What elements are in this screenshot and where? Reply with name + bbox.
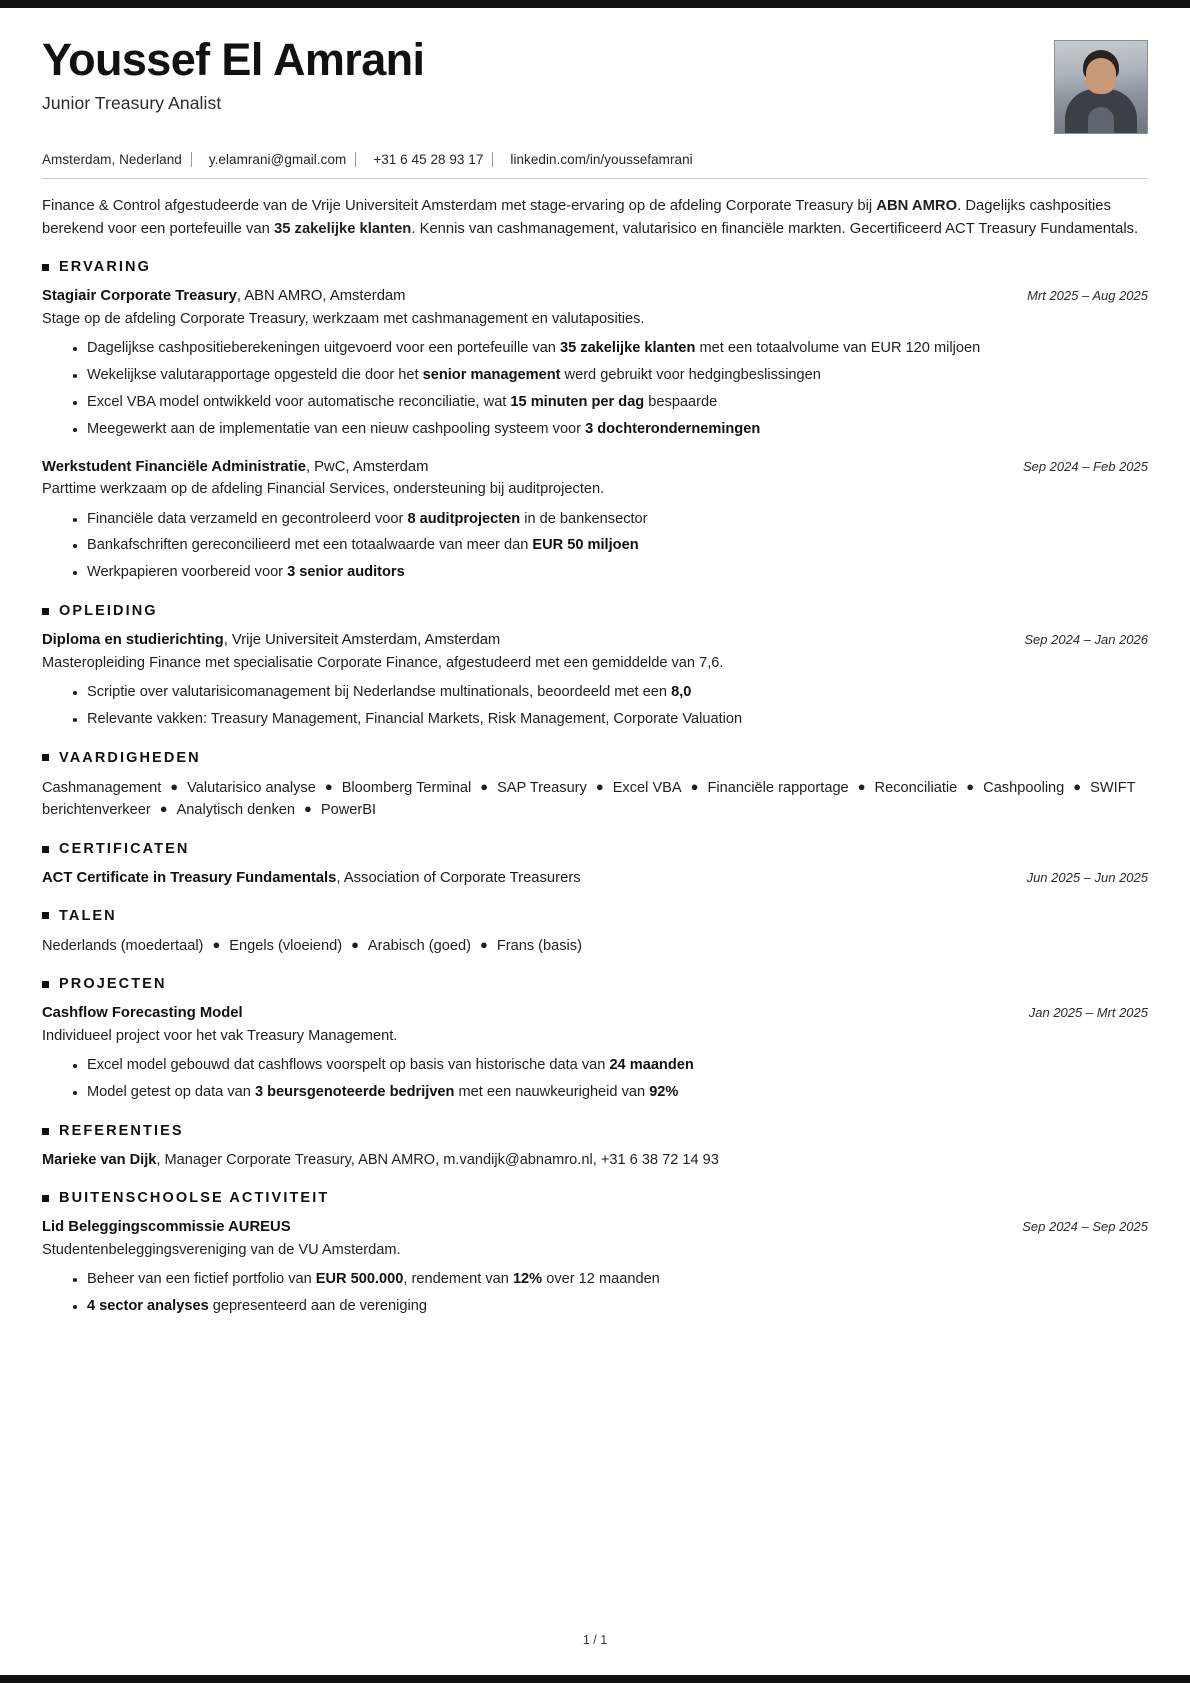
list-item (73, 562, 1148, 584)
section-projecten (42, 976, 1148, 1104)
bullet-text-c: gepresenteerd aan de vereniging (208, 1297, 427, 1314)
separator-dot-icon: ● (966, 778, 975, 794)
list-item (73, 338, 1148, 360)
bullet-highlight: senior management (422, 367, 561, 383)
bullet-text-a: Relevante vakken: Treasury Management, Financial Markets, Risk Management, Corporate Valuation (87, 710, 743, 727)
separator-dot-icon: ● (212, 936, 221, 952)
section-vaardigheden (42, 750, 1148, 822)
entry-role: Werkstudent Financiële Administratie (42, 458, 306, 475)
activity-name: Lid Beleggingscommissie AUREUS (42, 1219, 291, 1236)
bullet-text-c: , rendement van (403, 1271, 513, 1288)
section-heading-certificaten (42, 841, 1148, 857)
bullet-text-a: Dagelijkse cashpositieberekeningen uitgevoerd voor een portefeuille van (87, 340, 560, 357)
entry-title (42, 868, 581, 889)
bullet-highlight: 4 sector analyses (87, 1297, 209, 1314)
separator-dot-icon: ● (159, 801, 168, 817)
section-heading-referenties (42, 1123, 1148, 1139)
bullet-highlight: EUR 50 miljoen (532, 537, 639, 554)
entry-company: , PwC, Amsterdam (305, 458, 429, 475)
reference-details: , Manager Corporate Treasury, ABN AMRO, m.vandijk@abnamro.nl, +31 6 38 72 14 93 (156, 1152, 719, 1169)
section-heading-label: VAARDIGHEDEN (59, 749, 201, 766)
entry-header-row (42, 457, 1148, 478)
entry-date-range: Jun 2025 – Jun 2025 (1026, 870, 1148, 886)
bullet-highlight: 15 minuten per dag (510, 393, 645, 410)
skill-item: SAP Treasury (497, 779, 587, 796)
header-divider (42, 178, 1148, 179)
section-heading-label: ERVARING (59, 259, 151, 276)
avatar-shirt-shape (1088, 107, 1114, 133)
entry-institution: , Vrije Universiteit Amsterdam, Amsterdam (223, 632, 501, 649)
page-indicator: 1 / 1 (582, 1633, 608, 1647)
bullet-highlight: 3 dochterondernemingen (585, 420, 761, 437)
list-item (73, 392, 1148, 414)
certificate-issuer: , Association of Corporate Treasurers (336, 870, 581, 887)
bullet-text-e: over 12 maanden (542, 1271, 660, 1288)
bullet-text-a: Excel VBA model ontwikkeld voor automatische reconciliatie, wat (87, 393, 511, 410)
contact-phone[interactable]: +31 6 45 28 93 17 (373, 152, 484, 167)
bullet-highlight: 35 zakelijke klanten (559, 340, 696, 357)
separator-dot-icon: ● (324, 778, 333, 794)
entry-date-range: Sep 2024 – Feb 2025 (1022, 458, 1148, 474)
language-item: Engels (vloeiend) (229, 937, 343, 954)
section-heading-label: REFERENTIES (59, 1123, 184, 1140)
entry-title (42, 1217, 291, 1238)
bullet-text-a: Werkpapieren voorbereid voor (87, 564, 288, 581)
language-item: Frans (basis) (496, 937, 582, 954)
bullet-text-a: Wekelijkse valutarapportage opgesteld die door het (87, 367, 423, 383)
separator-dot-icon: ● (595, 778, 604, 794)
contact-divider (492, 152, 493, 167)
section-heading-label: PROJECTEN (59, 976, 167, 993)
experience-entry (42, 286, 1148, 440)
entry-bullet-list (42, 509, 1148, 585)
bullet-text-a: Financiële data verzameld en gecontroleerd voor (87, 510, 408, 527)
skill-item: Excel VBA (612, 779, 682, 796)
bullet-text-a: Beheer van een fictief portfolio van (87, 1271, 316, 1288)
skill-item: Valutarisico analyse (187, 779, 316, 796)
contact-location: Amsterdam, Nederland (42, 152, 182, 167)
education-entry (42, 630, 1148, 731)
resume-header (42, 36, 1148, 134)
entry-description: Studentenbeleggingsvereniging van de VU Amsterdam. (42, 1241, 401, 1258)
bullet-text-a: Excel model gebouwd dat cashflows voorspelt op basis van historische data van (87, 1057, 610, 1074)
experience-entry (42, 457, 1148, 585)
certificate-entry (42, 868, 1148, 889)
skill-item: Cashpooling (983, 779, 1065, 796)
bullet-highlight: EUR 500.000 (315, 1271, 404, 1288)
bottom-page-border (0, 1675, 1190, 1683)
profile-summary (42, 195, 1148, 240)
entry-description: Masteropleiding Finance met specialisatie Corporate Finance, afgestudeerd met een gemiddelde van 7,6. (42, 654, 724, 671)
square-bullet-icon (42, 912, 49, 919)
section-talen (42, 908, 1148, 958)
skill-item: Reconciliatie (874, 779, 958, 796)
square-bullet-icon (42, 981, 49, 988)
bullet-text-a: Scriptie over valutarisicomanagement bij Nederlandse multinationals, beoordeeld met een (87, 684, 672, 701)
entry-header-row (42, 1217, 1148, 1238)
separator-dot-icon: ● (479, 936, 488, 952)
bullet-text-c: werd gebruikt voor hedgingbeslissingen (560, 367, 821, 383)
list-item (73, 1269, 1148, 1291)
entry-bullet-list (42, 338, 1148, 441)
separator-dot-icon: ● (480, 778, 489, 794)
summary-text-a: Finance & Control afgestudeerde van de Vrije Universiteit Amsterdam met stage-ervaring op de afdeling Corporate Treasury bij (42, 198, 877, 214)
activity-entry (42, 1217, 1148, 1318)
entry-date-range: Sep 2024 – Sep 2025 (1022, 1219, 1148, 1235)
header-text-block (42, 36, 1054, 114)
skill-item: Financiële rapportage (707, 779, 849, 796)
resume-page (0, 8, 1190, 1675)
bullet-highlight: 3 senior auditors (287, 564, 405, 581)
certificate-name: ACT Certificate in Treasury Fundamentals (42, 870, 337, 887)
entry-header-row (42, 286, 1148, 307)
entry-description: Individueel project voor het vak Treasury Management. (42, 1028, 398, 1045)
section-heading-buitenschoolse (42, 1190, 1148, 1206)
separator-dot-icon: ● (351, 936, 359, 952)
square-bullet-icon (42, 1195, 49, 1202)
section-ervaring (42, 259, 1148, 584)
bullet-highlight-2: 12% (512, 1271, 543, 1288)
entry-date-range: Mrt 2025 – Aug 2025 (1027, 288, 1148, 304)
bullet-highlight: 24 maanden (609, 1057, 694, 1074)
list-item (73, 709, 1148, 731)
page-title: Youssef El Amrani (42, 34, 425, 85)
entry-title (42, 457, 428, 478)
entry-date-range: Jan 2025 – Mrt 2025 (1028, 1005, 1148, 1021)
bullet-highlight: 8 auditprojecten (407, 510, 521, 527)
bullet-text-a: Meegewerkt aan de implementatie van een nieuw cashpooling systeem voor (87, 420, 586, 437)
section-heading-vaardigheden (42, 750, 1148, 766)
entry-bullet-list (42, 1055, 1148, 1104)
summary-text-c: . Dagelijks cashposities berekend voor een portefeuille van (42, 198, 1111, 237)
language-item: Nederlands (moedertaal) (42, 937, 204, 954)
entry-role: Stagiair Corporate Treasury (42, 288, 237, 305)
list-item (73, 419, 1148, 441)
entry-degree: Diploma en studierichting (42, 632, 224, 649)
entry-description: Parttime werkzaam op de afdeling Financial Services, ondersteuning bij auditprojecten. (42, 481, 605, 498)
contact-divider (191, 152, 192, 167)
section-heading-label: BUITENSCHOOLSE ACTIVITEIT (59, 1190, 330, 1207)
separator-dot-icon: ● (304, 801, 312, 817)
section-certificaten (42, 841, 1148, 889)
section-buitenschoolse-activiteit (42, 1190, 1148, 1318)
section-heading-projecten (42, 976, 1148, 992)
bullet-text-a: Model getest op data van (87, 1084, 255, 1101)
bullet-text-c: met een nauwkeurigheid van (454, 1084, 650, 1101)
project-entry (42, 1003, 1148, 1104)
entry-title (42, 630, 500, 651)
list-item (73, 1082, 1148, 1104)
bullet-text-c: met een totaalvolume van EUR 120 miljoen (695, 340, 981, 357)
square-bullet-icon (42, 608, 49, 615)
separator-dot-icon: ● (690, 778, 699, 794)
section-referenties (42, 1123, 1148, 1171)
entry-description: Stage op de afdeling Corporate Treasury, werkzaam met cashmanagement en valutaposities. (42, 310, 645, 327)
section-heading-label: OPLEIDING (59, 603, 158, 620)
contact-linkedin[interactable]: linkedin.com/in/youssefamrani (510, 152, 693, 167)
section-opleiding (42, 603, 1148, 731)
skills-list (42, 777, 1148, 822)
section-heading-opleiding (42, 603, 1148, 619)
bullet-text-a: Bankafschriften gereconcilieerd met een totaalwaarde van meer dan (87, 537, 533, 554)
entry-date-range: Sep 2024 – Jan 2026 (1024, 632, 1148, 648)
project-name: Cashflow Forecasting Model (42, 1005, 243, 1022)
list-item (73, 365, 1148, 387)
separator-dot-icon: ● (170, 778, 179, 794)
contact-email[interactable]: y.elamrani@gmail.com (208, 152, 347, 167)
list-item (73, 1055, 1148, 1077)
bullet-highlight: 3 beursgenoteerde bedrijven (254, 1084, 455, 1101)
entry-header-row (42, 868, 1148, 889)
language-item: Arabisch (goed) (367, 937, 471, 954)
section-heading-talen (42, 908, 1148, 924)
contact-divider (355, 152, 356, 167)
entry-company: , ABN AMRO, Amsterdam (236, 288, 406, 305)
skill-item: Cashmanagement (42, 779, 162, 796)
list-item (73, 1296, 1148, 1318)
bullet-text-c: bespaarde (644, 393, 718, 410)
entry-title (42, 1003, 243, 1024)
square-bullet-icon (42, 264, 49, 271)
entry-header-row (42, 630, 1148, 651)
list-item (73, 535, 1148, 557)
list-item (73, 509, 1148, 531)
square-bullet-icon (42, 1128, 49, 1135)
section-heading-label: TALEN (59, 907, 117, 924)
avatar-face-shape (1086, 58, 1116, 94)
reference-name: Marieke van Dijk (42, 1152, 157, 1169)
entry-bullet-list (42, 682, 1148, 731)
languages-list (42, 935, 1148, 958)
section-heading-ervaring (42, 259, 1148, 275)
entry-bullet-list (42, 1269, 1148, 1318)
skill-item: Analytisch denken (176, 802, 296, 819)
list-item (73, 682, 1148, 704)
entry-title (42, 286, 405, 307)
summary-highlight-clients: 35 zakelijke klanten (273, 220, 412, 237)
skill-item: Bloomberg Terminal (341, 779, 472, 796)
bullet-text-c: in de bankensector (520, 510, 648, 527)
square-bullet-icon (42, 846, 49, 853)
square-bullet-icon (42, 754, 49, 761)
separator-dot-icon: ● (857, 778, 866, 794)
summary-text-e: . Kennis van cashmanagement, valutarisico en financiële markten. Gecertificeerd ACT Treasury Fundamentals. (411, 220, 1139, 237)
bullet-highlight: 8,0 (671, 684, 692, 701)
section-heading-label: CERTIFICATEN (59, 841, 190, 858)
avatar (1054, 40, 1148, 134)
bullet-highlight-2: 92% (649, 1084, 679, 1101)
separator-dot-icon: ● (1073, 778, 1082, 794)
skill-item: PowerBI (320, 802, 377, 819)
top-page-border (0, 0, 1190, 8)
summary-highlight-employer: ABN AMRO (876, 198, 958, 214)
reference-line (42, 1150, 1148, 1171)
job-title: Junior Treasury Analist (42, 92, 222, 113)
skill-item: SWIFT berichtenverkeer (42, 779, 1136, 819)
entry-header-row (42, 1003, 1148, 1024)
contact-bar (42, 152, 1148, 167)
